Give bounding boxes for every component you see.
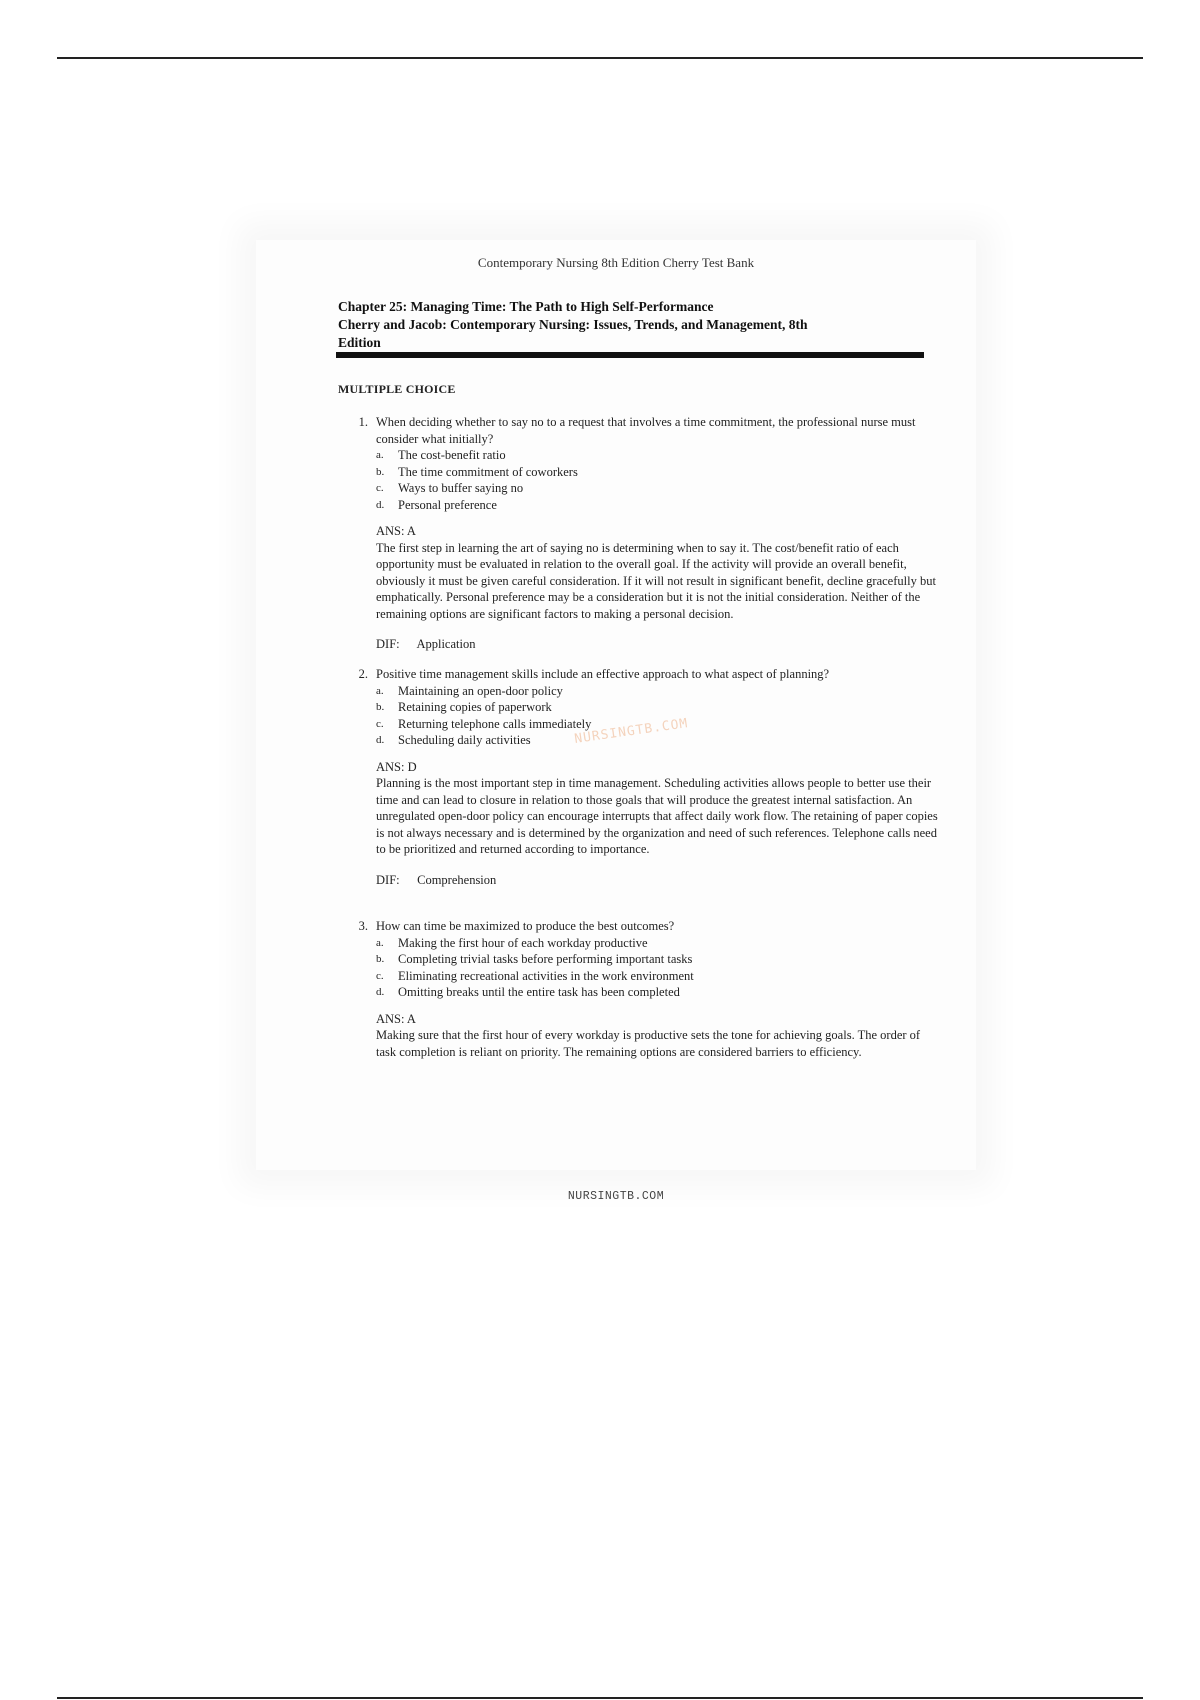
question-text: When deciding whether to say no to a request that involves a time commitment, the professional nurse must consider what initially?	[376, 415, 916, 446]
option-text: The time commitment of coworkers	[398, 464, 578, 479]
difficulty-line	[376, 872, 938, 889]
difficulty-label: DIF:	[376, 637, 400, 651]
option-d	[376, 497, 938, 514]
option-text: Retaining copies of paperwork	[398, 700, 552, 714]
answer-options	[376, 935, 938, 1001]
difficulty-value: Comprehension	[417, 872, 497, 887]
chapter-title: Chapter 25: Managing Time: The Path to High Self-Performance	[338, 299, 714, 314]
option-letter: b.	[376, 465, 385, 478]
option-letter: d.	[376, 986, 385, 998]
option-text: Making the first hour of each workday productive	[398, 935, 648, 950]
answer-line	[376, 523, 938, 540]
option-b	[376, 699, 938, 716]
option-text: Maintaining an open-door policy	[398, 683, 563, 698]
chapter-title-block	[338, 298, 938, 352]
option-letter: d.	[376, 498, 385, 511]
option-text: Ways to buffer saying no	[398, 481, 524, 495]
option-letter: d.	[376, 734, 385, 746]
option-text: Completing trivial tasks before performing important tasks	[398, 952, 693, 966]
question-text: Positive time management skills include an effective approach to what aspect of planning?	[376, 667, 830, 681]
answer-label: ANS:	[376, 524, 405, 538]
difficulty-value: Application	[416, 637, 476, 651]
scanned-page	[256, 240, 976, 1203]
option-text: Personal preference	[398, 497, 497, 512]
question-number: 2.	[358, 667, 368, 681]
answer-value: A	[406, 524, 416, 538]
answer-value: A	[406, 1011, 416, 1026]
question-text: How can time be maximized to produce the best outcomes?	[376, 919, 675, 933]
option-a	[376, 683, 938, 700]
option-letter: c.	[376, 717, 384, 730]
question-1	[338, 414, 938, 653]
option-d	[376, 984, 938, 1001]
question-stem	[338, 666, 938, 683]
document-header-title: Contemporary Nursing 8th Edition Cherry Test Bank	[477, 255, 755, 270]
answer-label: ANS:	[376, 759, 405, 774]
section-heading: MULTIPLE CHOICE	[338, 382, 456, 396]
option-b	[376, 951, 938, 968]
answer-line	[376, 759, 938, 776]
question-number: 3.	[358, 919, 368, 933]
book-edition: Edition	[338, 335, 381, 350]
option-text: Eliminating recreational activities in the work environment	[398, 968, 694, 983]
answer-rationale: The first step in learning the art of saying no is determining when to say it. The cost/benefit ratio of each opportunity must be evaluated in relation to the overall goal. If the activity will provide an overall benefit, obviously it must be given careful consideration. If it will not result in significant benefit, decline gracefully but emphatically. Personal preference may be a consideration but it is not the initial consideration. Neither of the remaining options are significant factors to making a personal decision.	[376, 540, 936, 621]
footer-site-label: NURSINGTB.COM	[567, 1190, 665, 1203]
question-3	[338, 918, 938, 1060]
question-stem	[338, 918, 938, 935]
option-letter: b.	[376, 953, 385, 965]
option-text: The cost-benefit ratio	[398, 448, 506, 462]
option-letter: c.	[376, 969, 384, 982]
option-letter: a.	[376, 684, 384, 697]
question-number: 1.	[358, 415, 368, 429]
difficulty-label: DIF:	[376, 872, 400, 887]
answer-value: D	[407, 759, 417, 774]
option-text: Omitting breaks until the entire task has been completed	[398, 985, 680, 999]
option-letter: b.	[376, 701, 385, 713]
watermark-text: NURSINGTB.COM	[573, 716, 690, 747]
answer-line	[376, 1011, 938, 1028]
option-a	[376, 935, 938, 952]
page-bottom-rule	[57, 1697, 1143, 1699]
option-a	[376, 447, 938, 464]
chapter-divider	[336, 352, 924, 358]
question-stem	[338, 414, 938, 447]
answer-rationale: Planning is the most important step in time management. Scheduling activities allows people to better use their time and can lead to closure in relation to those goals that will produce the greatest internal satisfaction. An unregulated open-door policy can encourage interrupts that affect daily work flow. The retaining of paper copies is not always necessary and is determined by the organization and need of such references. Telephone calls need to be prioritized and returned according to importance.	[376, 776, 938, 856]
option-letter: c.	[376, 482, 384, 494]
answer-rationale: Making sure that the first hour of every workday is productive sets the tone for achieving goals. The order of task completion is reliant on priority. The remaining options are considered barriers to efficiency.	[376, 1028, 921, 1059]
option-letter: a.	[376, 936, 384, 949]
question-2	[338, 666, 938, 888]
option-c	[376, 968, 938, 985]
option-letter: a.	[376, 449, 384, 461]
option-c	[376, 480, 938, 497]
answer-label: ANS:	[376, 1011, 405, 1026]
option-text: Returning telephone calls immediately	[398, 716, 592, 731]
answer-options	[376, 683, 938, 749]
page-top-rule	[57, 57, 1143, 59]
option-b	[376, 464, 938, 481]
option-text: Scheduling daily activities	[398, 733, 531, 747]
difficulty-line	[376, 636, 938, 653]
book-title: Cherry and Jacob: Contemporary Nursing: Issues, Trends, and Management, 8th	[338, 317, 808, 332]
answer-options	[376, 447, 938, 513]
